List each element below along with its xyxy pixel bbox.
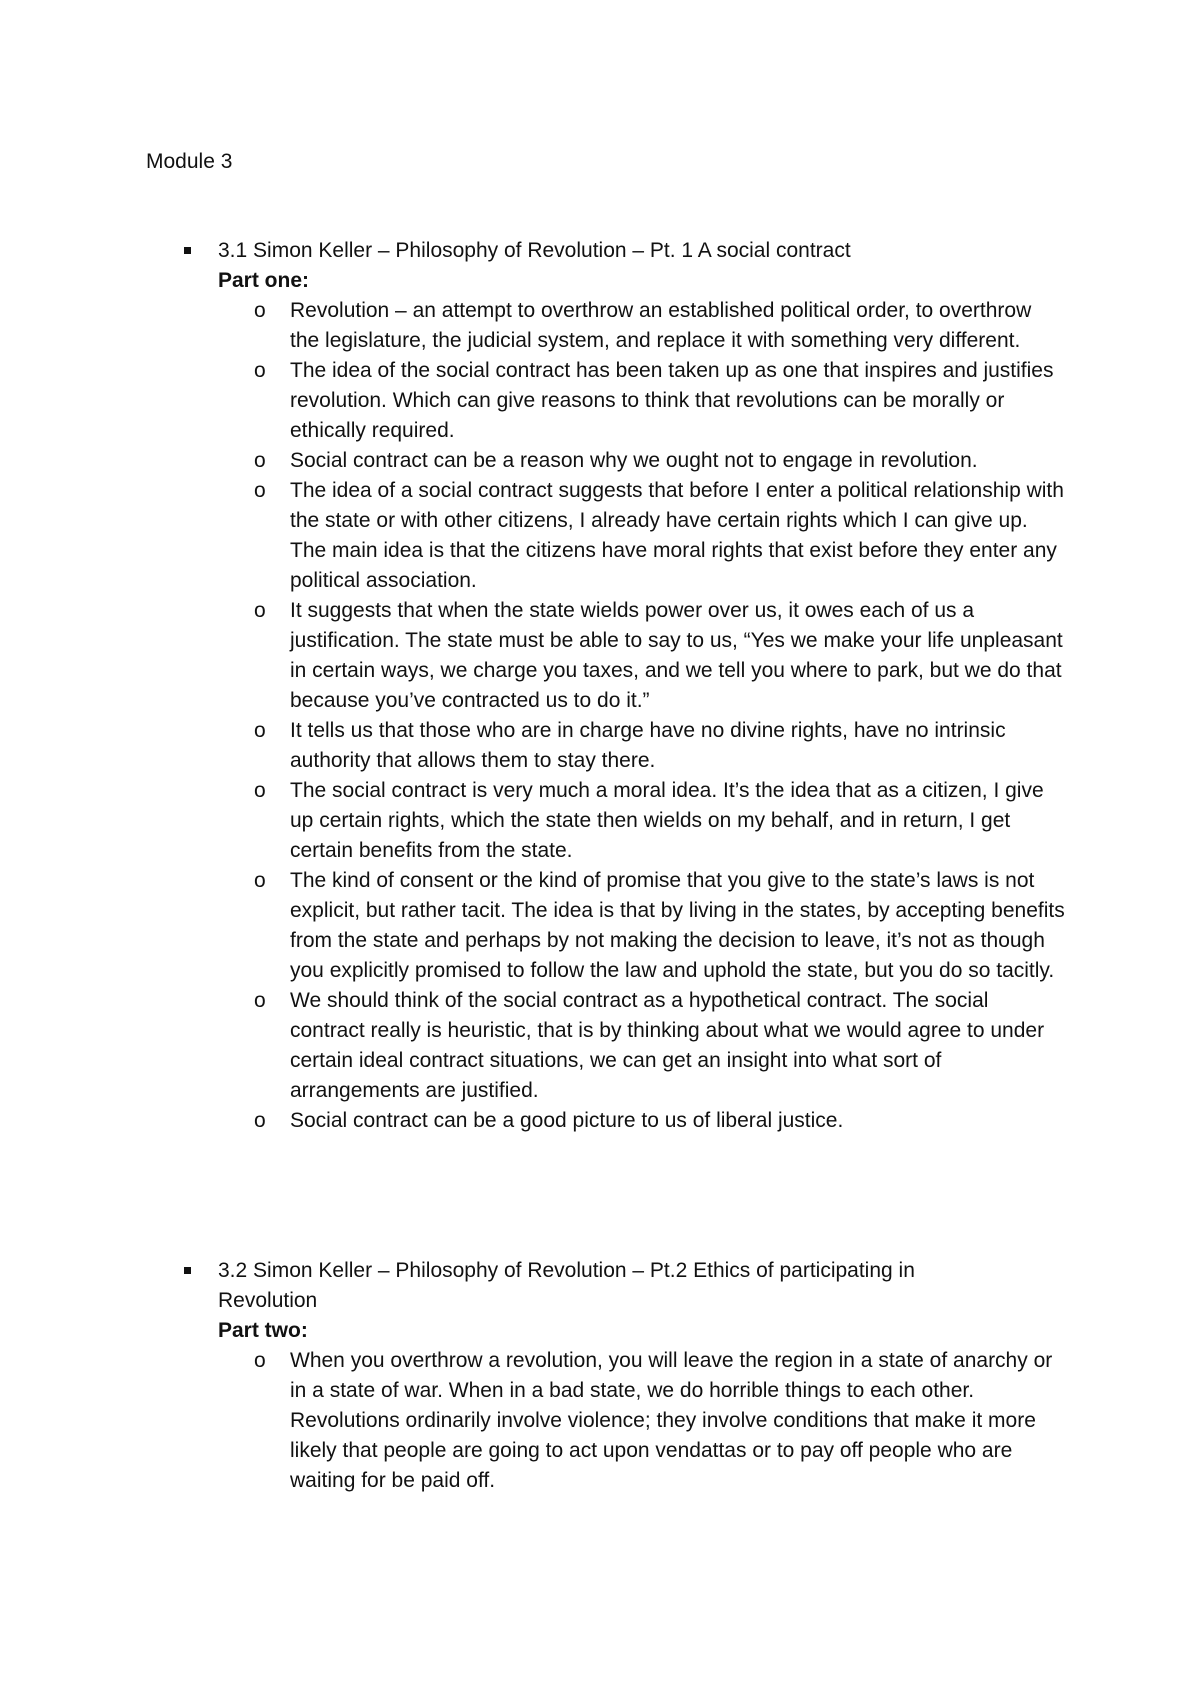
list-item: [0, 296, 1066, 356]
list-item: [0, 1346, 1066, 1496]
list-item: [0, 716, 1066, 776]
list-item-text: We should think of the social contract as a hypothetical contract. The social contract really is heuristic, that is by thinking about what we would agree to under certain ideal contract situations, we can get an insight into what sort of arrangements are justified.: [290, 989, 1045, 1102]
list-item-text: It tells us that those who are in charge have no divine rights, have no intrinsic authority that allows them to stay there.: [290, 719, 1006, 772]
circle-bullet-icon: o: [254, 449, 266, 472]
list-item-text: The social contract is very much a moral idea. It’s the idea that as a citizen, I give up certain rights, which the state then wields on my behalf, and in return, I get certain benefits from the state.: [290, 779, 1044, 862]
section-3-2: [0, 1256, 1200, 1496]
list-item-text: The idea of the social contract has been taken up as one that inspires and justifies revolution. Which can give reasons to think that revolutions can be morally or ethically required.: [290, 359, 1054, 442]
part-label: Part two:: [218, 1319, 308, 1342]
list-item-text: It suggests that when the state wields power over us, it owes each of us a justification. The state must be able to say to us, “Yes we make your life unpleasant in certain ways, we charge you taxes, and we tell you where to park, but we do that because you’ve contracted us to do it.”: [290, 599, 1063, 712]
list-item: [0, 596, 1066, 716]
circle-bullet-icon: o: [254, 779, 266, 802]
document-title: Module 3: [146, 150, 233, 173]
list-item: [0, 1106, 1066, 1136]
list-item-text: Social contract can be a good picture to us of liberal justice.: [290, 1109, 844, 1132]
circle-bullet-icon: o: [254, 989, 266, 1012]
list-item-text: Social contract can be a reason why we ought not to engage in revolution.: [290, 449, 978, 472]
circle-bullet-icon: o: [254, 1349, 266, 1372]
circle-bullet-icon: o: [254, 599, 266, 622]
circle-bullet-icon: o: [254, 299, 266, 322]
section-heading: [0, 236, 978, 266]
square-bullet-icon: [184, 1267, 191, 1274]
list-item-text: The idea of a social contract suggests that before I enter a political relationship with the state or with other citizens, I already have certain rights which I can give up. The main idea is that the citizens have moral rights that exist before they enter any political association.: [290, 479, 1064, 592]
list-item: [0, 776, 1066, 866]
bullet-list: [0, 1346, 1200, 1496]
circle-bullet-icon: o: [254, 479, 266, 502]
list-item-text: Revolution – an attempt to overthrow an established political order, to overthrow the legislature, the judicial system, and replace it with something very different.: [290, 299, 1032, 352]
section-heading-text: 3.1 Simon Keller – Philosophy of Revolution – Pt. 1 A social contract: [218, 239, 851, 262]
bullet-list: [0, 296, 1200, 1136]
list-item: [0, 866, 1066, 986]
list-item-text: When you overthrow a revolution, you will leave the region in a state of anarchy or in a state of war. When in a bad state, we do horrible things to each other. Revolutions ordinarily involve violence; they involve conditions that make it more likely that people are going to act upon vendattas or to pay off people who are waiting for be paid off.: [290, 1349, 1053, 1492]
section-heading: [0, 1256, 978, 1316]
circle-bullet-icon: o: [254, 719, 266, 742]
part-label: Part one:: [218, 269, 310, 292]
list-item: [0, 446, 1066, 476]
circle-bullet-icon: o: [254, 869, 266, 892]
list-item: [0, 986, 1066, 1106]
list-item: [0, 356, 1066, 446]
list-item-text: The kind of consent or the kind of promise that you give to the state’s laws is not explicit, but rather tacit. The idea is that by living in the states, by accepting benefits from the state and perhaps by not making the decision to leave, it’s not as though you explicitly promised to follow the law and uphold the state, but you do so tacitly.: [290, 869, 1065, 982]
section-heading-text: 3.2 Simon Keller – Philosophy of Revolution – Pt.2 Ethics of participating in Revolution: [218, 1259, 915, 1312]
circle-bullet-icon: o: [254, 1109, 266, 1132]
square-bullet-icon: [184, 247, 191, 254]
list-item: [0, 476, 1066, 596]
circle-bullet-icon: o: [254, 359, 266, 382]
section-3-1: [0, 236, 1200, 1136]
